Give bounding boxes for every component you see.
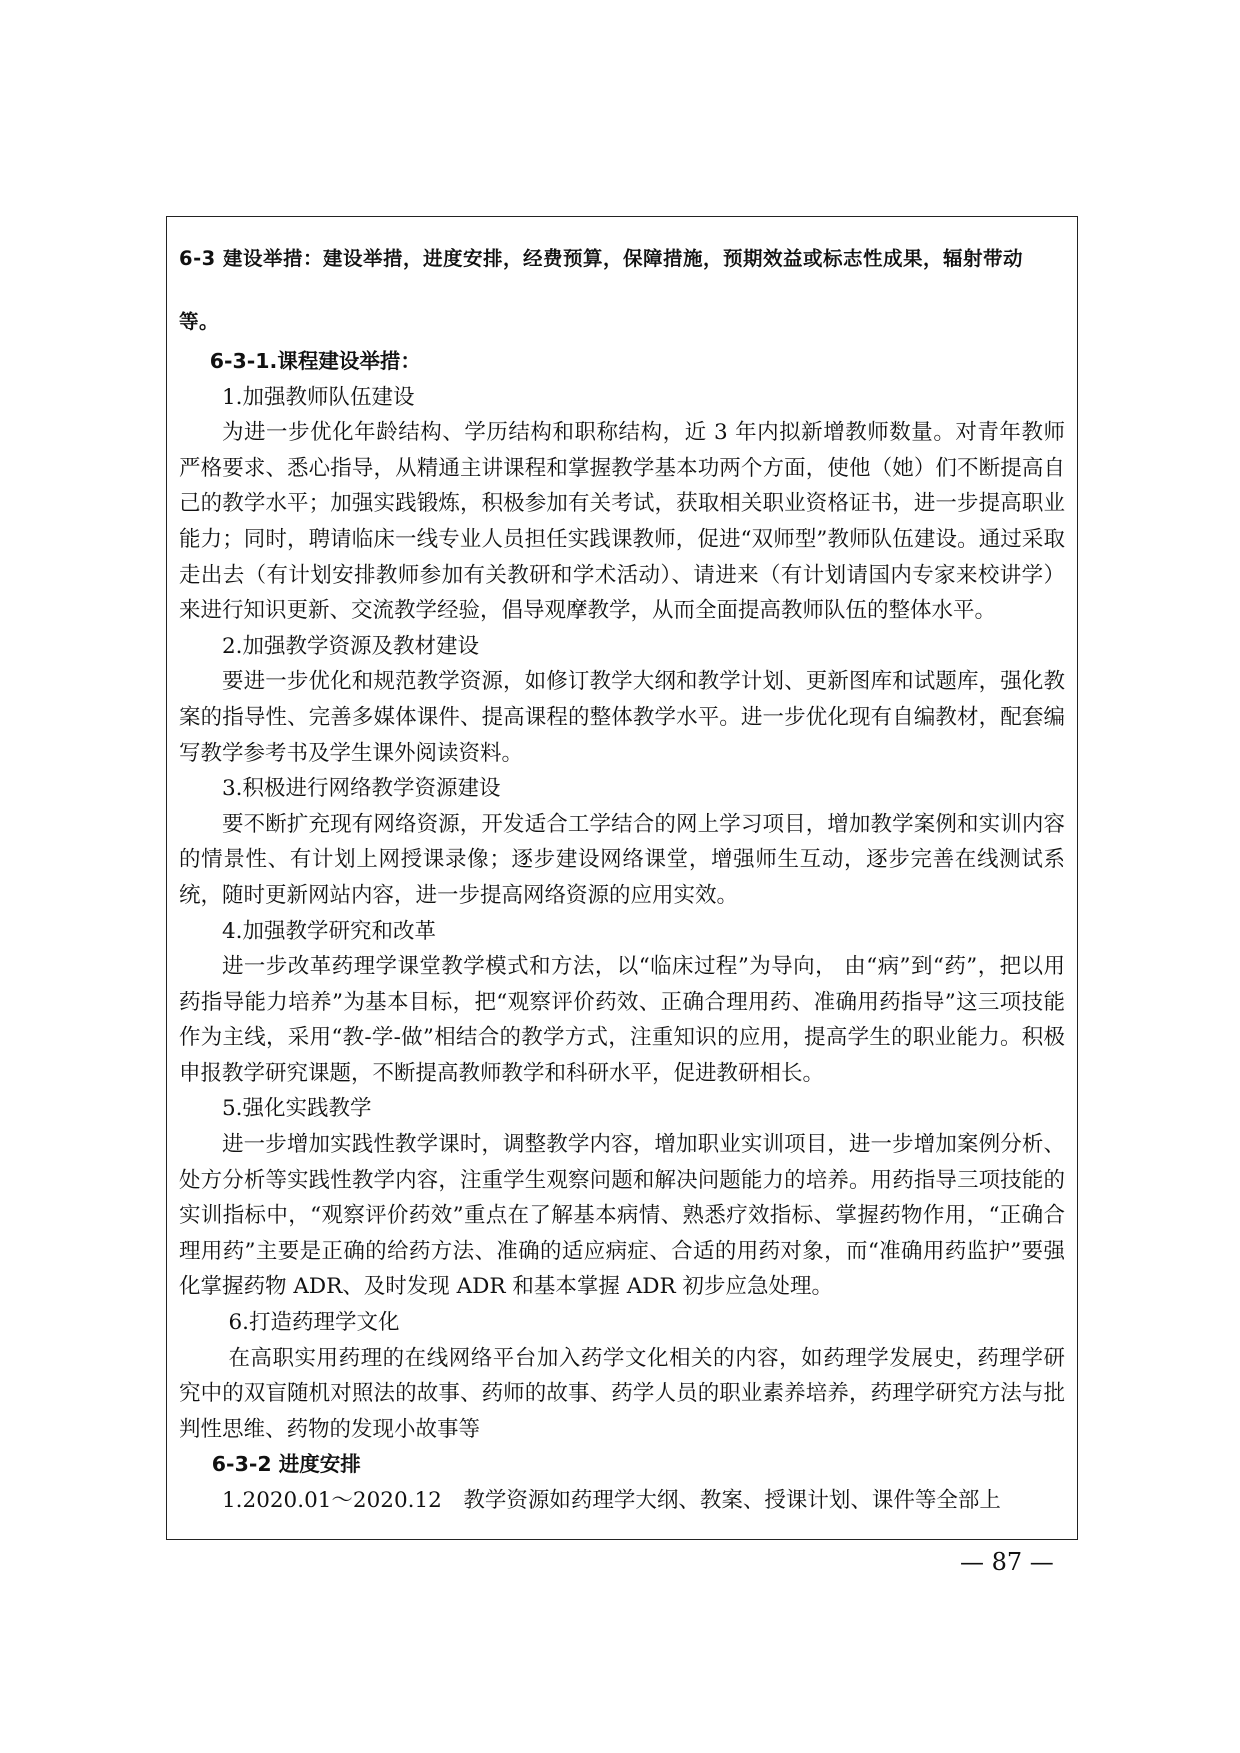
schedule-item-1: 1.2020.01～2020.12 教学资源如药理学大纲、教案、授课计划、课件等全部上: [222, 1488, 1001, 1513]
section-header-line1: 6-3 建设举措：建设举措，进度安排，经费预算，保障措施，预期效益或标志性成果，辐射带动: [179, 247, 1024, 270]
item-heading-6: 6.打造药理学文化: [228, 1310, 400, 1336]
item-heading-4: 4.加强教学研究和改革: [222, 918, 437, 944]
content-body: [179, 344, 1065, 1519]
section-header-line2: 等。: [179, 310, 220, 333]
item-heading-2: 2.加强教学资源及教材建设: [222, 633, 480, 659]
item-body-1: 为进一步优化年龄结构、学历结构和职称结构，近 3 年内拟新增教师数量。对青年教师严格要求、悉心指导，从精通主讲课程和掌握教学基本功两个方面，使他（她）们不断提高自己的教学水平；加强实践锻炼，积极参加有关考试，获取相关职业资格证书，进一步提高职业能力；同时，聘请临床一线专业人员担任实践课教师，促进“双师型”教师队伍建设。通过采取走出去（有计划安排教师参加有关教研和学术活动）、请进来（有计划请国内专家来校讲学）来进行知识更新、交流教学经验，倡导观摩教学，从而全面提高教师队伍的整体水平。: [179, 420, 1065, 624]
item-body-2: 要进一步优化和规范教学资源，如修订教学大纲和教学计划、更新图库和试题库，强化教案的指导性、完善多媒体课件、提高课程的整体教学水平。进一步优化现有自编教材，配套编写教学参考书及学生课外阅读资料。: [179, 669, 1065, 766]
item-body-4: 进一步改革药理学课堂教学模式和方法，以“临床过程”为导向， 由“病”到“药”，把以用药指导能力培养”为基本目标，把“观察评价药效、正确合理用药、准确用药指导”这三项技能作为主线，采用“教-学-做”相结合的教学方式，注重知识的应用，提高学生的职业能力。积极申报教学研究课题，不断提高教师教学和科研水平，促进教研相长。: [179, 954, 1065, 1086]
item-body-5: 进一步增加实践性教学课时，调整教学内容，增加职业实训项目，进一步增加案例分析、处方分析等实践性教学内容，注重学生观察问题和解决问题能力的培养。用药指导三项技能的实训指标中，“观察评价药效”重点在了解基本病情、熟悉疗效指标、掌握药物作用，“正确合理用药”主要是正确的给药方法、准确的适应病症、合适的用药对象，而“准确用药监护”要强化掌握药物 ADR、及时发现 ADR 和基本掌握 ADR 初步应急处理。: [179, 1132, 1065, 1300]
item-heading-1: 1.加强教师队伍建设: [222, 384, 415, 410]
item-body-6: 在高职实用药理的在线网络平台加入药学文化相关的内容，如药理学发展史，药理学研究中的双盲随机对照法的故事、药师的故事、药学人员的职业素养培养，药理学研究方法与批判性思维、药物的发现小故事等: [179, 1345, 1065, 1442]
section-title-6-3-1: 6-3-1.课程建设举措：: [209, 349, 421, 373]
item-heading-5: 5.强化实践教学: [222, 1096, 372, 1122]
section-title-6-3-2: 6-3-2 进度安排: [211, 1452, 361, 1477]
content-table-frame: [166, 216, 1078, 1540]
item-body-3: 要不断扩充现有网络资源，开发适合工学结合的网上学习项目，增加教学案例和实训内容的情景性、有计划上网授课录像；逐步建设网络课堂，增强师生互动，逐步完善在线测试系统，随时更新网站内容，进一步提高网络资源的应用实效。: [179, 811, 1065, 908]
item-heading-3: 3.积极进行网络教学资源建设: [222, 776, 501, 802]
page-number: — 87 —: [960, 1548, 1054, 1576]
